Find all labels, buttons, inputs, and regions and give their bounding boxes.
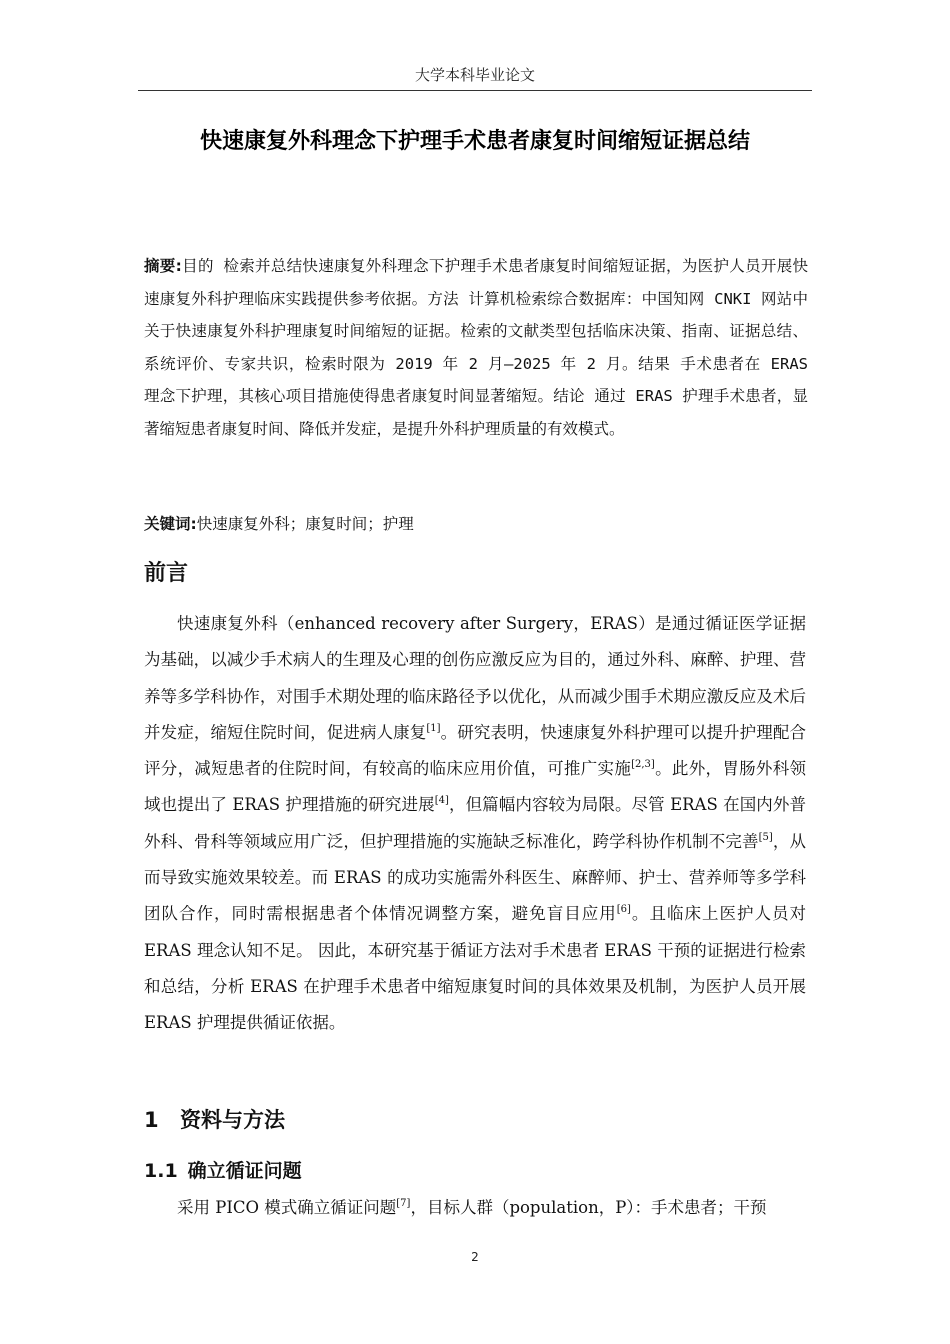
preface-paragraph: [144, 606, 806, 1042]
method-paragraph: [144, 1190, 806, 1226]
subsection-number: 1.1: [144, 1160, 178, 1182]
preface-heading: 前言: [144, 561, 189, 586]
preface-text: 快速康复外科（enhanced recovery after Surgery，ERAS）是通过循证医学证据为基础，以减少手术病人的生理及心理的创伤应激反应为目的，通过外科、麻醉、护理、营养等多学科协作，对围手术期处理的临床路径予以优化，从而减少围手术期应激反应及术后并发症，缩短住院时间，促进病人康复: [144, 614, 806, 742]
citation-ref: [6]: [616, 904, 631, 916]
abstract-label: 摘要:: [144, 257, 182, 275]
preface-text: ，但篇幅内容较为局限。尽管 ERAS 在国内外普外科、骨科等领域应用广泛，但护理措施的实施缺乏标准化，跨学科协作机制不完善: [144, 795, 806, 851]
section-title: 资料与方法: [180, 1108, 285, 1132]
preface-text: 。且临床上医护人员对 ERAS 理念认知不足。 因此，本研究基于循证方法对手术患者 ERAS 干预的证据进行检索和总结，分析 ERAS 在护理手术患者中缩短康复时间的具体效果及机制，为医护人员开展 ERAS 护理提供循证依据。: [144, 904, 807, 1033]
keywords: [144, 509, 808, 539]
keywords-label: 关键词:: [144, 515, 197, 533]
preface-text: 。研究表明，快速康复外科护理可以提升护理配合评分，减短患者的住院时间，有较高的临床应用价值，可推广实施: [144, 722, 807, 779]
page-number: 2: [471, 1250, 479, 1264]
citation-ref: [4]: [434, 795, 449, 807]
subsection-heading: [144, 1156, 302, 1183]
preface-text: ，从而导致实施效果较差。而 ERAS 的成功实施需外科医生、麻醉师、护士、营养师等多学科团队合作，同时需根据患者个体情况调整方案，避免盲目应用: [144, 831, 807, 924]
citation-ref: [7]: [396, 1198, 411, 1209]
section-number: 1: [144, 1108, 159, 1132]
abstract-text: 目的 检索并总结快速康复外科理念下护理手术患者康复时间缩短证据，为医护人员开展快速康复外科护理临床实践提供参考依据。方法 计算机检索综合数据库：中国知网 CNKI 网站中关于快速康复外科护理康复时间缩短的证据。检索的文献类型包括临床决策、指南、证据总结、系统评价、专家共识，检索时限为 2019 年 2 月—2025 年 2 月。结果 手术患者在 ERAS 理念下护理，其核心项目措施使得患者康复时间显著缩短。结论 通过 ERAS 护理手术患者，显著缩短患者康复时间、降低并发症，是提升外科护理质量的有效模式。: [144, 257, 808, 438]
preface-text: 。此外，胃肠外科领域也提出了 ERAS 护理措施的研究进展: [144, 759, 806, 815]
citation-ref: [1]: [426, 722, 441, 734]
subsection-title: 确立循证问题: [187, 1160, 302, 1182]
citation-ref: [2,3]: [631, 759, 655, 771]
running-header: 大学本科毕业论文: [138, 62, 812, 91]
method-text: ，目标人群（population，P）：手术患者；干预: [410, 1198, 767, 1217]
section-heading: [144, 1104, 285, 1134]
method-text: 采用 PICO 模式确立循证问题: [177, 1198, 397, 1217]
keywords-text: 快速康复外科；康复时间；护理: [196, 515, 414, 533]
paper-title: 快速康复外科理念下护理手术患者康复时间缩短证据总结: [199, 129, 750, 154]
abstract: [144, 250, 808, 445]
citation-ref: [5]: [758, 831, 773, 843]
